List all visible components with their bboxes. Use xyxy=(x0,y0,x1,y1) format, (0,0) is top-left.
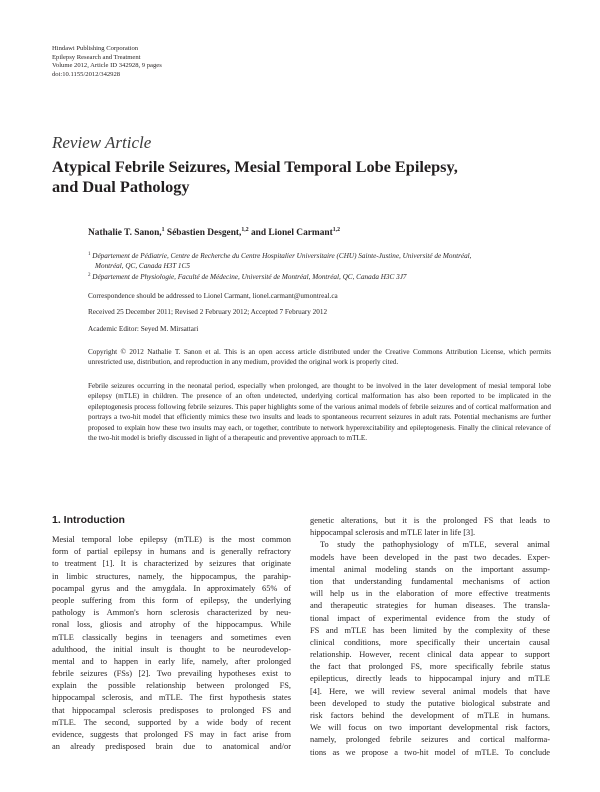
text-line: form of partial epilepsy in humans and is generally refractory xyxy=(52,547,291,557)
title-line-1: Atypical Febrile Seizures, Mesial Temporal Lobe Epilepsy, xyxy=(52,157,458,176)
author-1: Nathalie T. Sanon, xyxy=(88,228,162,238)
affiliations xyxy=(88,250,528,282)
text-line: pocampal gyrus and the amygdala. In approximately 65% of xyxy=(52,583,291,593)
text-line: the fact that prolonged FS, more specifically febrile status xyxy=(310,662,550,672)
article-type: Review Article xyxy=(52,133,152,152)
affiliation-1 xyxy=(88,250,528,261)
text-line: tion that understanding fundamental mechanisms of action xyxy=(310,576,550,586)
abstract: Febrile seizures occurring in the neonatal period, especially when prolonged, are thought to be involved in the later development of mesial temporal lobe epilepsy (mTLE) in children. The presence of an often undetected, underlying cortical malformation has also been reported to be implicated in the epileptogenesis process following febrile seizures. This paper highlights some of the various animal models of febrile seizures and of cortical malformation and portrays a two-hit model that efficiently mimics these two insults and leads to spontaneous recurrent seizures in adult rats. Potential mechanisms are further proposed to explain how these two insults may each, or together, contribute to network hyperexcitability and epileptogenesis. Finally the clinical relevance of the two-hit model is briefly discussed in light of a therapeutic and preventive approach to mTLE. xyxy=(88,382,551,443)
text-line: febrile seizures (FSs) [2]. Two prevailing hypotheses exist to xyxy=(52,669,291,679)
journal-header xyxy=(52,45,162,79)
section-heading: 1. Introduction xyxy=(52,514,125,526)
correspondence: Correspondence should be addressed to Lionel Carmant, lionel.carmant@umontreal.ca xyxy=(88,292,338,300)
doi[interactable]: doi:10.1155/2012/342928 xyxy=(52,70,121,78)
affiliation-1-number: 1 xyxy=(88,252,91,257)
author-list xyxy=(88,227,340,238)
author-2-affil: 1,2 xyxy=(241,227,249,233)
text-line: and therapeutic strategies for human diseases. The transla- xyxy=(310,601,550,611)
text-line: evidence, suggests that prolonged FS may in fact arise from xyxy=(52,730,291,739)
body-column-left xyxy=(52,534,291,753)
text-line: that hippocampal sclerosis predisposes to prolonged FS and xyxy=(52,705,291,715)
text-line: to treatment [1]. It is characterized by seizures that originate xyxy=(52,559,291,569)
text-line: namely, prolonged febrile seizures and cortical malforma- xyxy=(310,735,550,745)
text-line: pathology is Ammon's horn sclerosis characterized by neu- xyxy=(52,608,291,618)
affiliation-2-number: 2 xyxy=(88,273,91,278)
text-line: hippocampal sclerosis, and mTLE. The first hypothesis states xyxy=(52,693,291,703)
text-line: mTLE. The second, supported by a wide body of recent xyxy=(52,717,291,727)
body-column-right xyxy=(310,515,550,759)
affiliation-1-text: Département de Pédiatrie, Centre de Recherche du Centre Hospitalier Universitaire (CHU) Sainte-Justine, Université de Montréal, xyxy=(90,252,472,260)
text-line: been developed to study the putative biological substrate and xyxy=(310,698,550,708)
text-line: mTLE classically begins in teenagers and sometimes even xyxy=(52,632,291,642)
text-line: We will focus on two important developmental risk factors, xyxy=(310,723,550,733)
text-line: relationship. However, recent clinical data appear to support xyxy=(310,650,550,660)
text-line: tions as we propose a two-hit model of mTLE. To conclude xyxy=(310,747,550,757)
text-line: ronal loss, gliosis and atrophy of the hippocampus. While xyxy=(52,620,291,630)
text-line: an already predisposed brain due to anatomical and/or xyxy=(52,742,291,752)
volume-info: Volume 2012, Article ID 342928, 9 pages xyxy=(52,62,162,70)
text-line: people suffering from this form of epilepsy, the underlying xyxy=(52,595,291,605)
text-line: [4]. Here, we will review several animal models that have xyxy=(310,686,550,696)
text-line: clinical conditions, more specifically their uncertain causal xyxy=(310,637,550,647)
text-line: adulthood, the initial insult is thought to be neurodevelop- xyxy=(52,644,291,654)
text-line: explain the possible relationship between prolonged FS, xyxy=(52,681,291,691)
author-2: Sébastien Desgent, xyxy=(164,228,242,238)
copyright-notice: Copyright © 2012 Nathalie T. Sanon et al. This is an open access article distributed under the Creative Commons Attribution License, which permits unrestricted use, distribution, and reproduction in any medium, provided the original work is properly cited. xyxy=(88,348,551,366)
text-line: To study the pathophysiology of mTLE, several animal xyxy=(320,540,550,550)
text-line: imental animal modeling stands on the important assump- xyxy=(310,564,550,574)
publisher-name: Hindawi Publishing Corporation xyxy=(52,45,139,52)
affiliation-2-text: Département de Physiologie, Faculté de Médecine, Université de Montréal, Montréal, QC, Canada H3C 3J7 xyxy=(90,273,407,281)
title-line-2: and Dual Pathology xyxy=(52,177,190,196)
journal-name: Epilepsy Research and Treatment xyxy=(52,53,141,61)
text-line: genetic alterations, but it is the prolonged FS that leads to xyxy=(310,516,550,525)
text-line: mental and to happen in early life, namely, after prolonged xyxy=(52,656,291,666)
affiliation-2 xyxy=(88,271,528,282)
author-1-affil: 1 xyxy=(161,227,165,233)
text-line: epilepticus, directly leads to hippocampal injury and mTLE xyxy=(310,674,550,684)
paper-title xyxy=(52,157,552,197)
text-line: risk factors behind the development of mTLE in humans. xyxy=(310,711,550,720)
text-line: Mesial temporal lobe epilepsy (mTLE) is the most common xyxy=(52,535,291,544)
academic-editor: Academic Editor: Seyed M. Mirsattari xyxy=(88,325,199,333)
text-line: models have been developed in the past two decades. Exper- xyxy=(310,552,550,562)
author-3: and Lionel Carmant xyxy=(248,228,333,238)
text-line: FS and mTLE has been limited by the complexity of these xyxy=(310,625,550,635)
affiliation-1-continued: Montréal, QC, Canada H3T 1C5 xyxy=(95,262,190,270)
text-line: hippocampal sclerosis and mTLE later in life [3]. xyxy=(310,528,476,538)
author-3-affil: 1,2 xyxy=(332,227,340,233)
dates: Received 25 December 2011; Revised 2 February 2012; Accepted 7 February 2012 xyxy=(88,308,328,316)
text-line: tional impact of experimental evidence from the study of xyxy=(310,613,550,623)
text-line: will help us in the elaboration of more effective treatments xyxy=(310,589,550,599)
text-line: in limbic structures, namely, the hippocampus, the parahip- xyxy=(52,571,291,581)
